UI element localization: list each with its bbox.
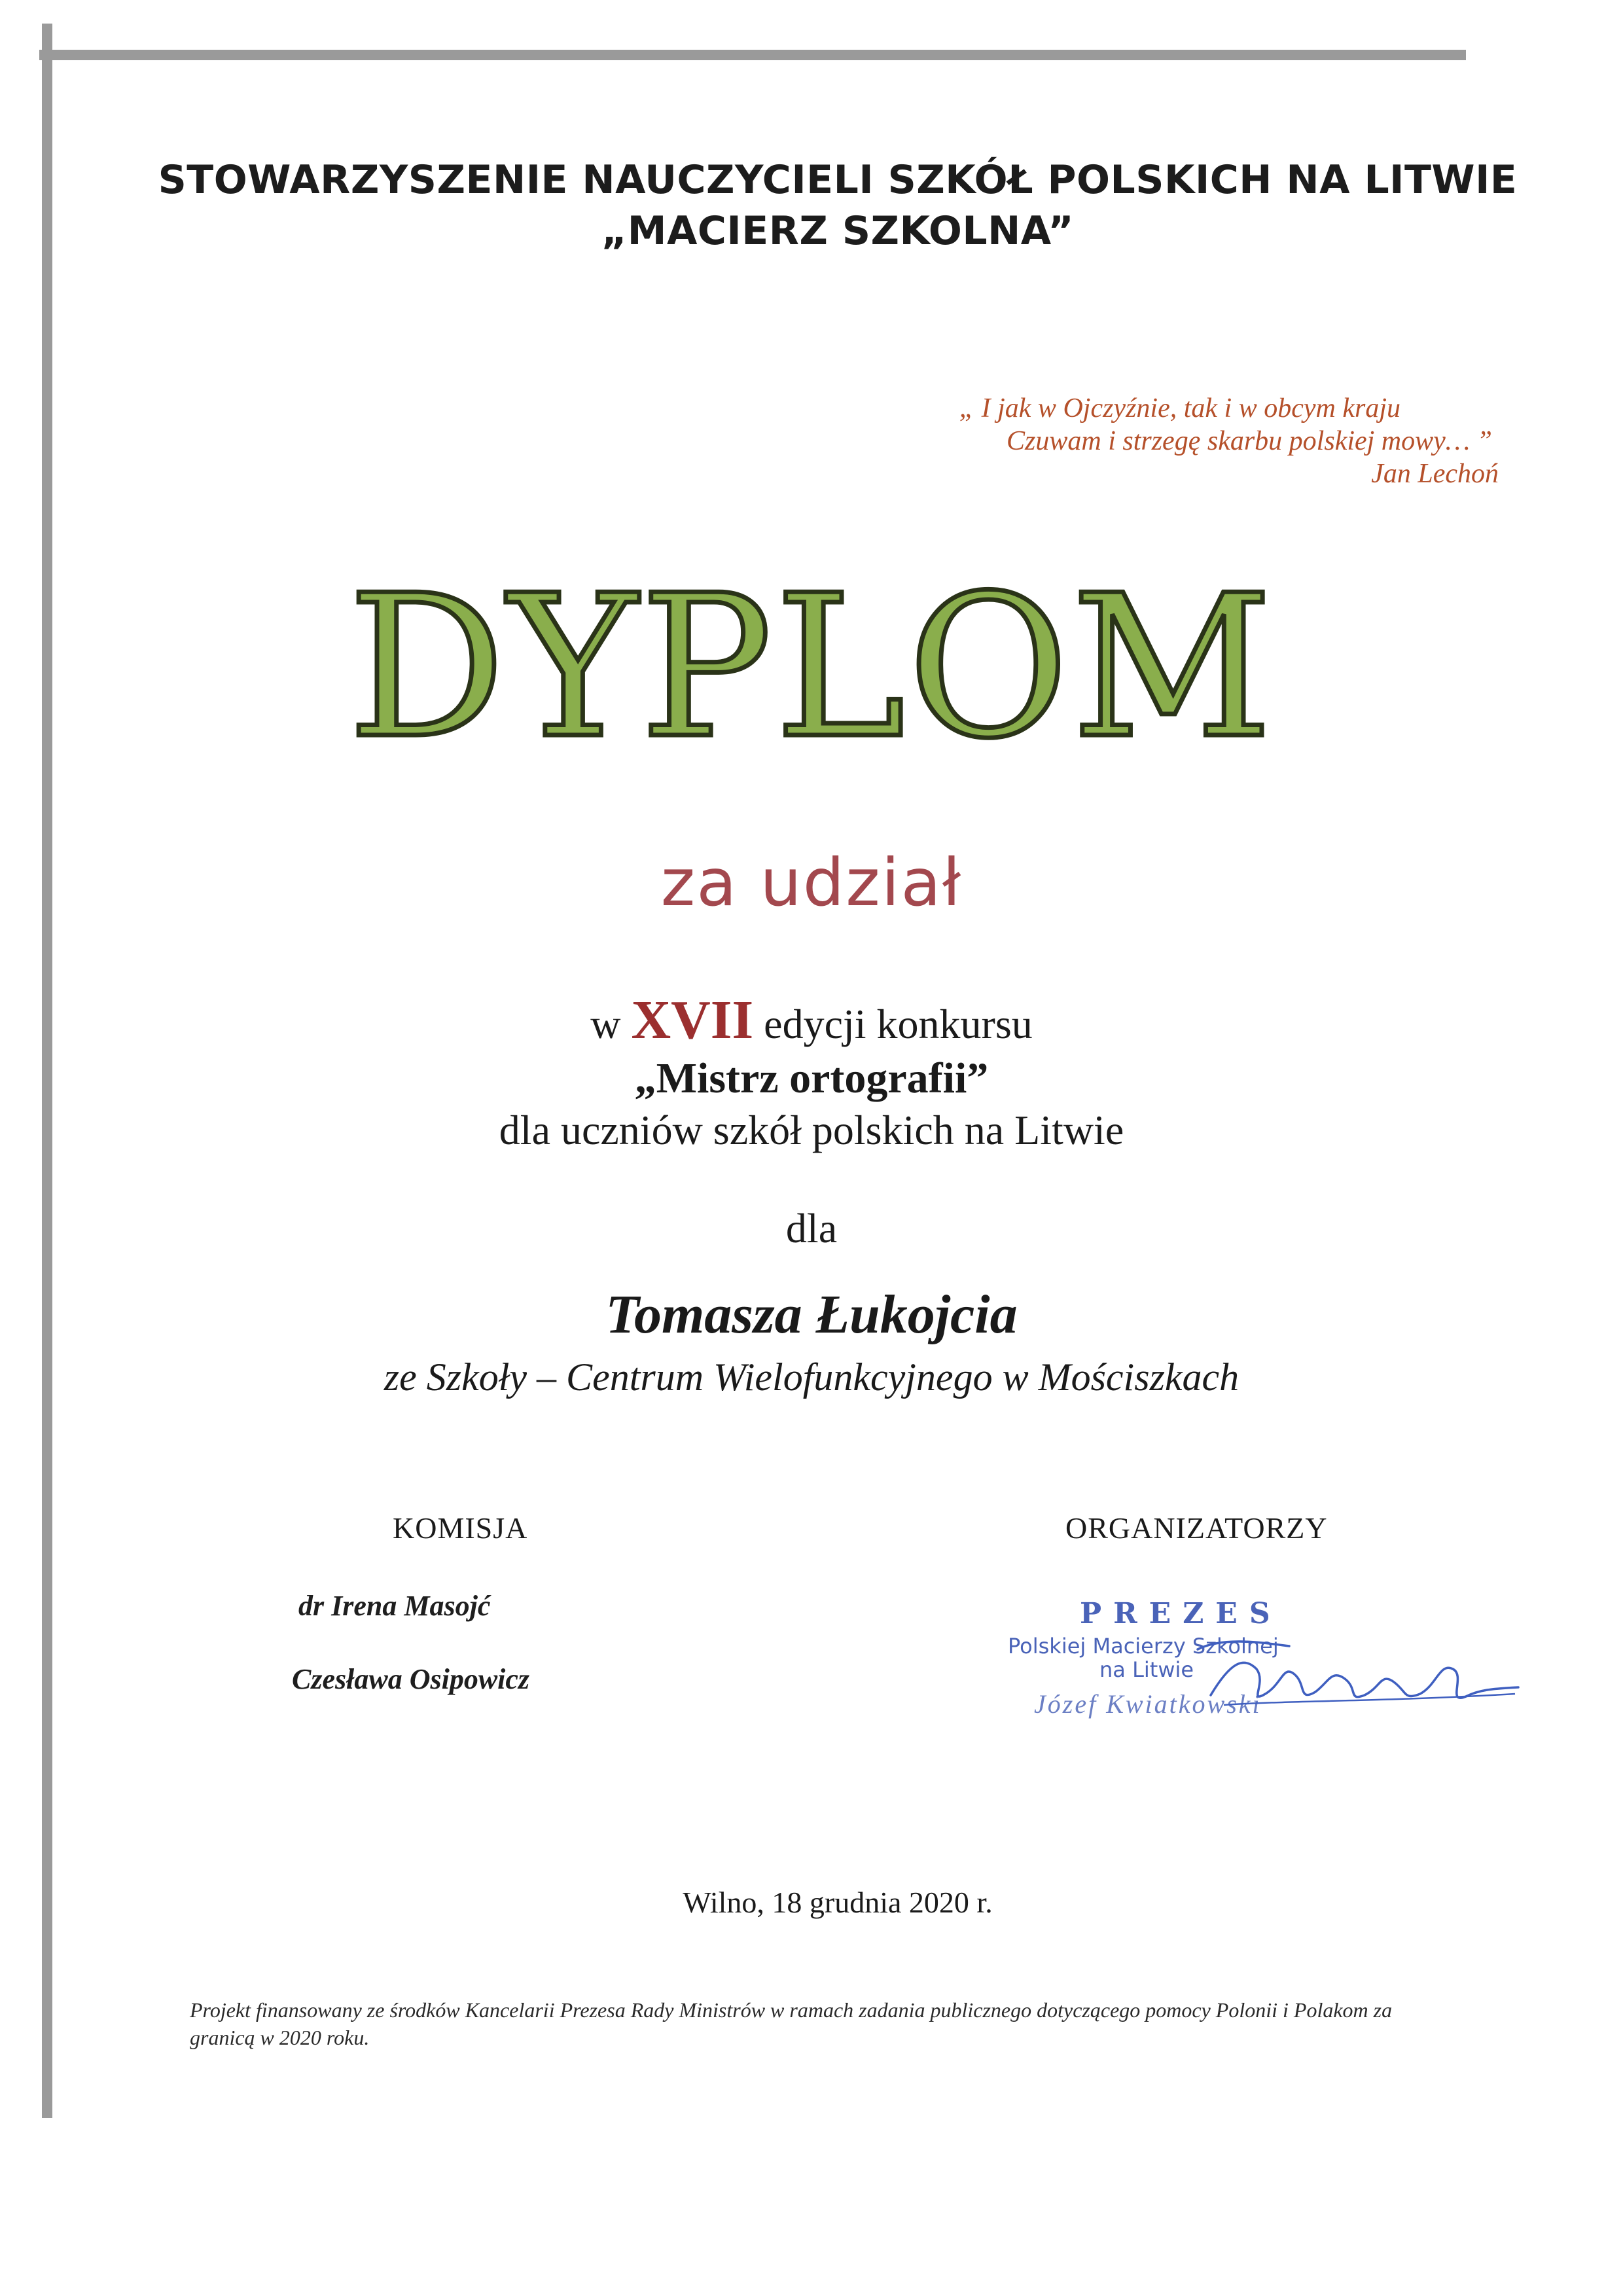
recipient-school: ze Szkoły – Centrum Wielofunkcyjnego w Mościszkach (383, 1355, 1240, 1399)
stamp-person-name: Józef Kwiatkowski (1034, 1689, 1262, 1719)
organization-subname: „MACIERZ SZKOLNA” (601, 208, 1075, 254)
stamp-organization: Polskiej Macierzy Szkolnej (1008, 1634, 1279, 1659)
organizers-heading: ORGANIZATORZY (1065, 1511, 1328, 1545)
president-stamp (995, 1597, 1518, 1741)
stamp-country: na Litwie (1099, 1657, 1194, 1682)
motto-line-1: „ I jak w Ojczyźnie, tak i w obcym kraju (959, 393, 1400, 423)
issue-date: Wilno, 18 grudnia 2020 r. (683, 1886, 993, 1919)
handwritten-signature (1185, 1623, 1525, 1721)
stamp-title: PREZES (1080, 1597, 1282, 1630)
edition-prefix: w (590, 1001, 621, 1047)
motto-author: Jan Lechoń (1371, 459, 1499, 489)
committee-member: dr Irena Masojć (298, 1590, 491, 1622)
committee-member: Czesława Osipowicz (292, 1663, 530, 1695)
contest-name: „Mistrz ortografii” (634, 1054, 989, 1102)
edition-suffix: edycji konkursu (764, 1001, 1033, 1047)
recipient-name: Tomasza Łukojcia (605, 1284, 1018, 1345)
edition-line (0, 988, 1623, 1052)
diploma-title: DYPLOM (348, 553, 1275, 781)
for-label: dla (785, 1205, 838, 1251)
organization-name: STOWARZYSZENIE NAUCZYCIELI SZKÓŁ POLSKICH NA LITWIE (158, 157, 1518, 203)
motto-line-2: Czuwam i strzegę skarbu polskiej mowy… ” (1006, 426, 1492, 456)
frame-top-bar (39, 50, 1466, 60)
contest-audience: dla uczniów szkół polskich na Litwie (499, 1107, 1124, 1153)
diploma-subtitle: za udział (660, 844, 963, 921)
funding-footnote: Projekt finansowany ze środków Kancelarii Prezesa Rady Ministrów w ramach zadania publicznego dotyczącego pomocy Polonii i Polakom za granicą w 2020 roku. (190, 1998, 1393, 2049)
edition-number: XVII (631, 990, 754, 1050)
committee-heading: KOMISJA (393, 1511, 528, 1545)
